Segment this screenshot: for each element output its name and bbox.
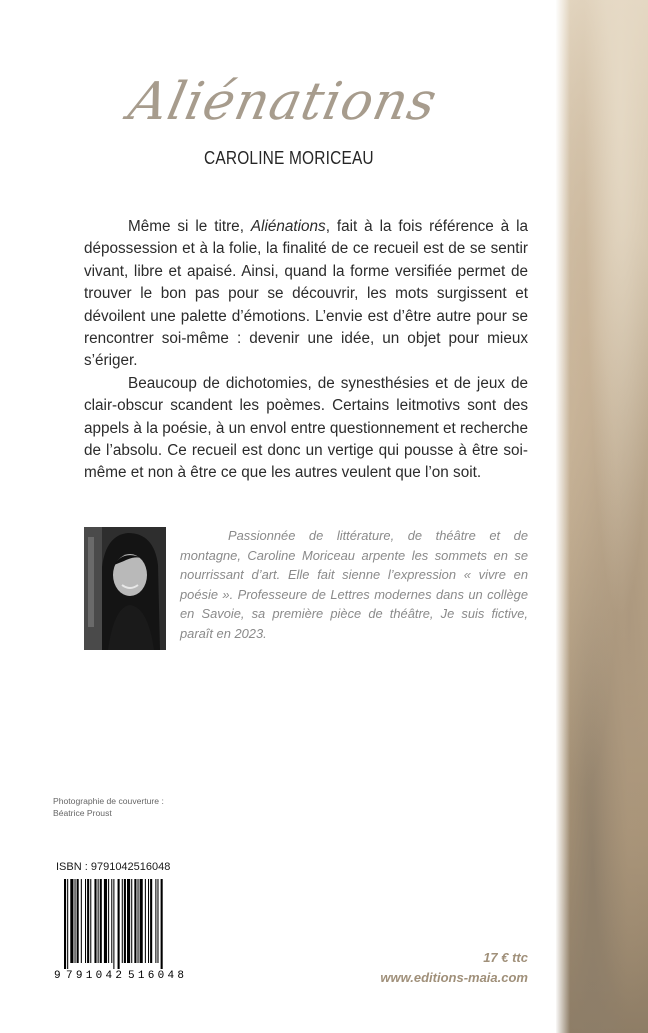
barcode-bar: [77, 879, 79, 963]
book-blurb: [84, 216, 528, 485]
barcode-bar: [131, 879, 132, 963]
barcode-bar: [157, 879, 158, 963]
barcode-bar: [98, 879, 99, 963]
barcode-bar: [140, 879, 143, 963]
barcode-bar: [85, 879, 86, 963]
author-photo: [84, 527, 166, 650]
barcode-digit-prefix: 9: [54, 970, 61, 981]
blurb-paragraph-2: Beaucoup de dichotomies, de synesthésies et de jeux de clair-obscur scandent les poèmes. Certains leitmotivs sont des appels à la poésie, à un envol entre questionnement et recherche de l’absolu. Ce recueil est donc un vertige qui pousse à être soi-même et non à être ce que les autres veulent que l’on soit.: [84, 374, 528, 482]
isbn-barcode: [52, 877, 194, 981]
barcode-bar: [145, 879, 146, 963]
barcode-bar: [94, 879, 96, 963]
barcode-bar: [138, 879, 139, 963]
author-name: CAROLINE MORICEAU: [204, 148, 374, 168]
barcode-digits-right: 516048: [128, 970, 184, 981]
blurb-title-reference: Aliénations: [250, 218, 326, 235]
barcode-bar: [100, 879, 102, 963]
barcode-bar: [67, 879, 68, 969]
barcode-bar: [75, 879, 76, 963]
barcode-bar: [70, 879, 73, 963]
barcode-bar: [161, 879, 163, 969]
cover-photo-credit: Photographie de couverture : Béatrice Proust: [53, 796, 164, 818]
barcode-bar: [118, 879, 120, 969]
barcode-bar: [87, 879, 89, 963]
barcode-bar: [81, 879, 82, 963]
barcode-bar: [124, 879, 126, 963]
barcode-bar: [111, 879, 112, 963]
isbn-label: ISBN : 9791042516048: [56, 861, 171, 873]
publisher-website[interactable]: www.editions-maia.com: [380, 970, 528, 985]
barcode-bar: [122, 879, 123, 963]
barcode-bar: [127, 879, 130, 963]
author-bio: Passionnée de littérature, de théâtre et de montagne, Caroline Moriceau arpente les sommets en se nourrissant d’art. Elle fait sienne l’expression « vivre en poésie ». Professeure de Lettres modernes dans un collège en Savoie, sa première pièce de théâtre, Je suis fictive, paraît en 2023.: [180, 528, 528, 641]
barcode-bar: [90, 879, 91, 963]
barcode-bar: [155, 879, 156, 963]
barcode-bar: [108, 879, 109, 963]
barcode-digits-left: 791042: [66, 970, 122, 981]
barcode-bar: [148, 879, 149, 963]
barcode-bar: [113, 879, 114, 969]
barcode-bar: [150, 879, 152, 963]
price: 17 € ttc: [483, 950, 528, 965]
barcode-bar: [134, 879, 136, 963]
blurb-paragraph-1: Même si le titre, Aliénations, fait à la fois référence à la dépossession et à la folie, la finalité de ce recueil est de se sentir vivant, libre et apaisé. Ainsi, quand la forme versifiée permet de trouver le bon pas pour se découvrir, les mots surgissent et dévoilent une palette d’émotions. L’envie est d’être autre pour se rencontrer soi-même : devenir une idée, un objet pour mieux s’ériger.: [84, 218, 528, 370]
barcode-bar: [104, 879, 107, 963]
book-title: Aliénations: [123, 72, 443, 132]
cover-artwork-strip: [556, 0, 648, 1033]
barcode-bar: [64, 879, 66, 969]
